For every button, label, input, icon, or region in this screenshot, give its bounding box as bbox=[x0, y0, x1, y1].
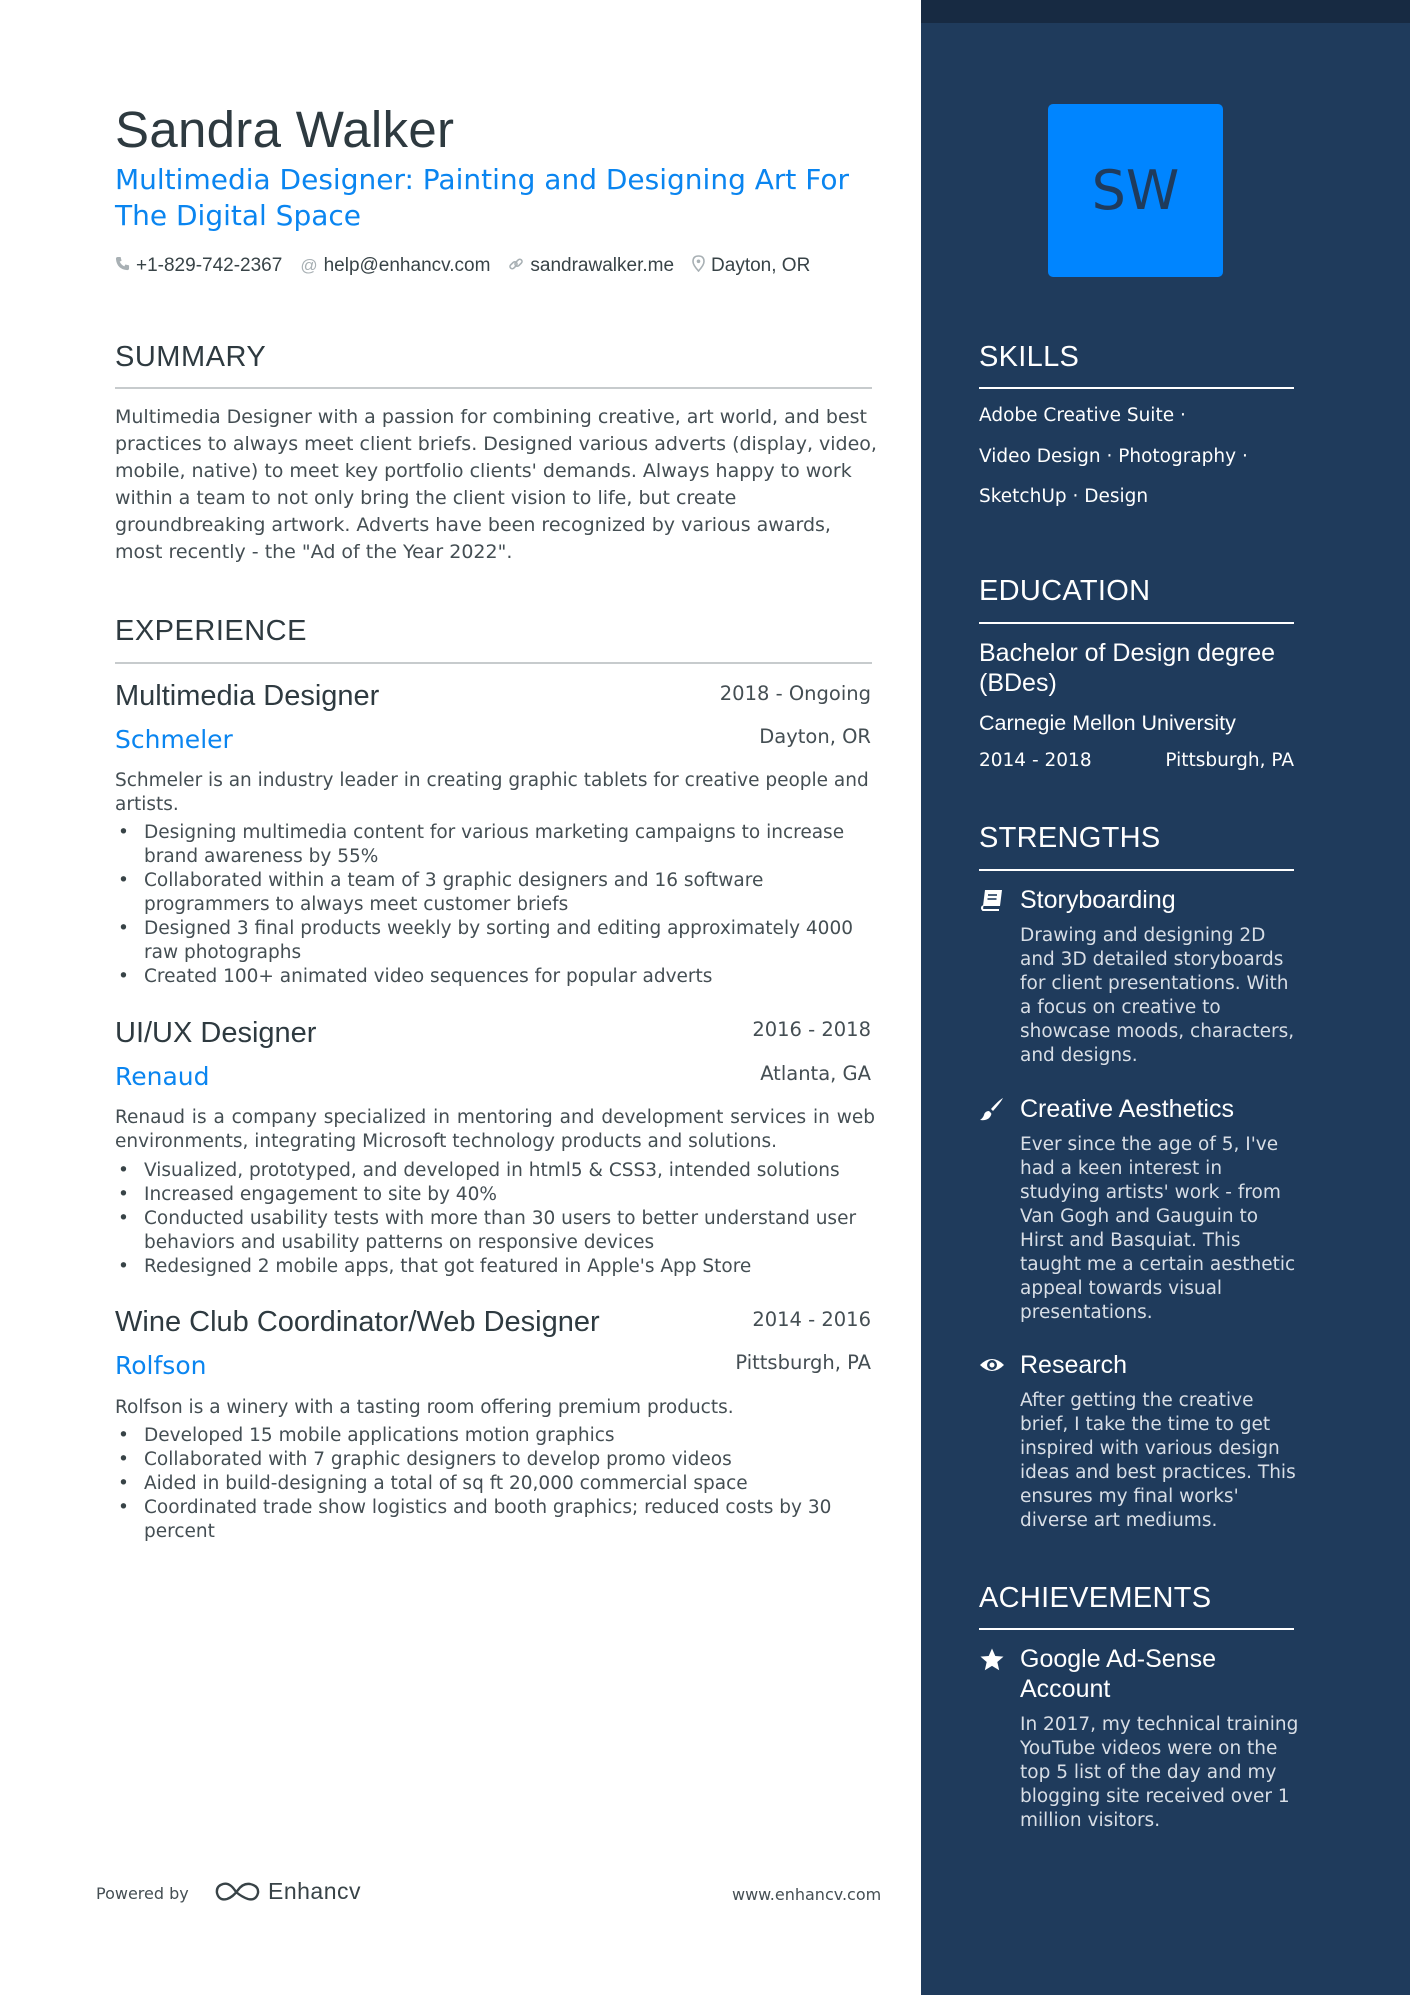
achievement-description: In 2017, my technical training YouTube videos were on the top 5 list of the day and my blogging site received over 1 million visitors. bbox=[1020, 1714, 1299, 1831]
company-name[interactable]: Schmeler bbox=[115, 725, 233, 754]
strength-description: After getting the creative brief, I take the time to get inspired with various design ideas and best practices. This ensures my final works' diverse art mediums. bbox=[1020, 1390, 1296, 1531]
enhancv-url[interactable]: www.enhancv.com bbox=[732, 1885, 882, 1904]
sidebar-top-strip bbox=[921, 0, 1410, 23]
summary-text: Multimedia Designer with a passion for combining creative, art world, and best practices to always meet client briefs. Designed various adverts (display, video, mobile, native) to meet key portfolio clients' demands. Always happy to work within a team to not only bring the client vision to life, but create groundbreaking artwork. Adverts have been recognized by various awards, most recently - the "Ad of the Year 2022". bbox=[115, 406, 877, 563]
skills-line: Adobe Creative Suite · bbox=[979, 405, 1186, 426]
contact-phone bbox=[115, 255, 282, 277]
job-dates: 2016 - 2018 bbox=[752, 1018, 871, 1041]
summary-divider bbox=[115, 387, 872, 389]
education-school: Carnegie Mellon University bbox=[979, 711, 1236, 735]
achievements-heading: ACHIEVEMENTS bbox=[979, 1582, 1212, 1614]
eye-icon bbox=[979, 1352, 1005, 1378]
bullet-item: • Redesigned 2 mobile apps, that got featured in Apple's App Store bbox=[115, 1255, 875, 1279]
star-icon bbox=[979, 1647, 1005, 1673]
at-icon: @ bbox=[300, 256, 318, 275]
avatar: SW bbox=[1048, 104, 1223, 277]
skills-line: Video Design · Photography · bbox=[979, 446, 1248, 467]
experience-divider bbox=[115, 662, 872, 664]
link-icon bbox=[508, 256, 524, 277]
email-text[interactable]: help@enhancv.com bbox=[323, 255, 491, 276]
bullet-item: • Created 100+ animated video sequences for popular adverts bbox=[115, 965, 875, 989]
education-heading: EDUCATION bbox=[979, 575, 1151, 607]
job-title: Multimedia Designer bbox=[115, 680, 380, 712]
job-location: Atlanta, GA bbox=[760, 1062, 871, 1085]
job-dates: 2018 - Ongoing bbox=[719, 682, 871, 705]
skills-line: SketchUp · Design bbox=[979, 486, 1149, 507]
strength-description: Ever since the age of 5, I've had a keen interest in studying artists' work - from Van Gogh and Gauguin to Hirst and Basquiat. This taught me a certain aesthetic appeal towards visual presentations. bbox=[1020, 1134, 1296, 1323]
skills-divider bbox=[979, 387, 1294, 389]
book-icon bbox=[979, 887, 1005, 913]
company-name[interactable]: Renaud bbox=[115, 1062, 210, 1091]
bullet-item: • Increased engagement to site by 40% bbox=[115, 1183, 875, 1207]
job-dates: 2014 - 2016 bbox=[752, 1308, 871, 1331]
enhancv-logo-icon bbox=[214, 1879, 262, 1905]
enhancv-logo[interactable] bbox=[214, 1878, 361, 1905]
bullet-item: • Aided in build-designing a total of sq ft 20,000 commercial space bbox=[115, 1472, 875, 1496]
company-description: Rolfson is a winery with a tasting room offering premium products. bbox=[115, 1397, 734, 1418]
achievements-divider bbox=[979, 1628, 1294, 1630]
location-pin-icon bbox=[692, 255, 705, 277]
bullet-item: • Collaborated within a team of 3 graphic designers and 16 software programmers to always meet customer briefs bbox=[115, 869, 875, 917]
job-title: Wine Club Coordinator/Web Designer bbox=[115, 1306, 600, 1338]
contact-email bbox=[300, 255, 490, 277]
job-title: UI/UX Designer bbox=[115, 1017, 317, 1049]
bullet-item: • Designing multimedia content for various marketing campaigns to increase brand awareness by 55% bbox=[115, 821, 875, 869]
experience-heading: EXPERIENCE bbox=[115, 615, 307, 647]
skills-heading: SKILLS bbox=[979, 341, 1080, 373]
education-location: Pittsburgh, PA bbox=[1165, 750, 1294, 771]
job-bullets bbox=[115, 1159, 875, 1279]
strength-description: Drawing and designing 2D and 3D detailed storyboards for client presentations. With a focus on creative to showcase moods, characters, and designs. bbox=[1020, 925, 1295, 1066]
powered-by-label: Powered by bbox=[96, 1884, 189, 1903]
education-degree: Bachelor of Design degree (BDes) bbox=[979, 639, 1276, 697]
strength-title: Research bbox=[1020, 1351, 1127, 1379]
contact-location bbox=[692, 255, 810, 277]
paintbrush-icon bbox=[979, 1096, 1005, 1122]
job-bullets bbox=[115, 821, 875, 989]
bullet-item: • Collaborated with 7 graphic designers to develop promo videos bbox=[115, 1448, 875, 1472]
job-bullets bbox=[115, 1424, 875, 1544]
bullet-item: • Developed 15 mobile applications motion graphics bbox=[115, 1424, 875, 1448]
company-description: Renaud is a company specialized in mentoring and development services in web environments, integrating Microsoft technology products and solutions. bbox=[115, 1107, 875, 1152]
strengths-heading: STRENGTHS bbox=[979, 822, 1161, 854]
education-divider bbox=[979, 622, 1294, 624]
candidate-name: Sandra Walker bbox=[115, 101, 455, 158]
bullet-item: • Conducted usability tests with more than 30 users to better understand user behaviors and usability patterns on responsive devices bbox=[115, 1207, 875, 1255]
enhancv-brand-text: Enhancv bbox=[268, 1878, 362, 1904]
job-location: Dayton, OR bbox=[759, 725, 871, 748]
strength-title: Storyboarding bbox=[1020, 886, 1176, 914]
strength-title: Creative Aesthetics bbox=[1020, 1095, 1234, 1123]
company-description: Schmeler is an industry leader in creating graphic tablets for creative people and artists. bbox=[115, 770, 869, 815]
achievement-title: Google Ad-Sense Account bbox=[1020, 1645, 1216, 1703]
bullet-item: • Visualized, prototyped, and developed in html5 & CSS3, intended solutions bbox=[115, 1159, 875, 1183]
job-location: Pittsburgh, PA bbox=[735, 1351, 871, 1374]
education-dates: 2014 - 2018 bbox=[979, 750, 1092, 771]
company-name[interactable]: Rolfson bbox=[115, 1351, 207, 1380]
phone-icon bbox=[115, 256, 130, 276]
website-text[interactable]: sandrawalker.me bbox=[530, 255, 675, 276]
phone-text[interactable]: +1-829-742-2367 bbox=[136, 255, 283, 276]
bullet-item: • Designed 3 final products weekly by sorting and editing approximately 4000 raw photographs bbox=[115, 917, 875, 965]
summary-heading: SUMMARY bbox=[115, 341, 267, 373]
strengths-divider bbox=[979, 869, 1294, 871]
contact-row bbox=[115, 255, 828, 277]
location-text: Dayton, OR bbox=[711, 255, 811, 276]
bullet-item: • Coordinated trade show logistics and booth graphics; reduced costs by 30 percent bbox=[115, 1496, 875, 1544]
contact-website bbox=[508, 255, 674, 277]
candidate-title: Multimedia Designer: Painting and Designing Art For The Digital Space bbox=[115, 163, 850, 232]
